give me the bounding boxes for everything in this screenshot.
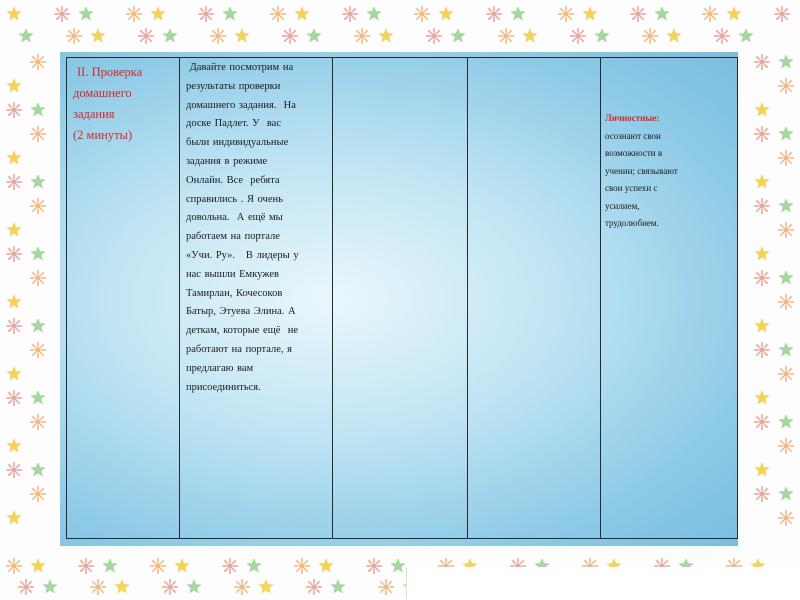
moon-icon bbox=[40, 28, 48, 44]
star-icon bbox=[30, 462, 45, 477]
sun-icon bbox=[198, 6, 214, 22]
star-icon bbox=[438, 6, 453, 21]
star-icon bbox=[666, 28, 681, 43]
star-icon bbox=[522, 28, 537, 43]
teacher-activity-cell bbox=[180, 58, 333, 539]
sun-icon bbox=[486, 6, 502, 22]
speech-line: справились . Я очень bbox=[186, 193, 283, 205]
sun-icon bbox=[30, 414, 46, 430]
sun-icon bbox=[150, 558, 166, 574]
personal-line: усилием, bbox=[605, 200, 640, 211]
sun-icon bbox=[270, 6, 286, 22]
moon-icon bbox=[4, 270, 12, 286]
sun-icon bbox=[210, 28, 226, 44]
moon-icon bbox=[28, 438, 36, 454]
star-icon bbox=[6, 366, 21, 381]
star-icon bbox=[754, 462, 769, 477]
moon-icon bbox=[400, 28, 408, 44]
star-icon bbox=[90, 28, 105, 43]
personal-results-title: Личностные: bbox=[605, 113, 660, 123]
speech-line: Онлайн. Все ребята bbox=[186, 174, 280, 186]
moon-icon bbox=[752, 510, 760, 526]
moon-icon bbox=[752, 294, 760, 310]
moon-icon bbox=[688, 28, 696, 44]
moon-icon bbox=[4, 126, 12, 142]
sun-icon bbox=[30, 342, 46, 358]
speech-line: Батыр, Этуева Элина. А bbox=[186, 306, 296, 318]
star-icon bbox=[778, 270, 793, 285]
star-icon bbox=[778, 486, 793, 501]
lesson-table bbox=[66, 57, 738, 539]
moon-icon bbox=[124, 558, 132, 574]
star-icon bbox=[654, 6, 669, 21]
moon-icon bbox=[196, 558, 204, 574]
speech-line: работаем на портале bbox=[186, 231, 280, 243]
speech-line: «Учи. Ру». В лидеры у bbox=[186, 249, 299, 261]
moon-icon bbox=[4, 414, 12, 430]
star-icon bbox=[6, 150, 21, 165]
moon-icon bbox=[28, 294, 36, 310]
sun-icon bbox=[282, 28, 298, 44]
moon-icon bbox=[100, 6, 108, 22]
star-icon bbox=[258, 579, 273, 594]
star-icon bbox=[30, 558, 45, 573]
sun-icon bbox=[778, 150, 794, 166]
moon-icon bbox=[460, 6, 468, 22]
empty-cell bbox=[468, 58, 601, 539]
empty-cell bbox=[333, 58, 468, 539]
sun-icon bbox=[234, 579, 250, 595]
moon-icon bbox=[28, 222, 36, 238]
sun-icon bbox=[30, 126, 46, 142]
sun-icon bbox=[162, 579, 178, 595]
moon-icon bbox=[760, 28, 768, 44]
sun-icon bbox=[6, 174, 22, 190]
sun-icon bbox=[642, 28, 658, 44]
sun-icon bbox=[558, 6, 574, 22]
star-icon bbox=[222, 6, 237, 21]
moon-icon bbox=[616, 28, 624, 44]
star-icon bbox=[778, 414, 793, 429]
sun-icon bbox=[222, 558, 238, 574]
star-icon bbox=[582, 6, 597, 21]
sun-icon bbox=[306, 579, 322, 595]
sun-icon bbox=[6, 390, 22, 406]
sun-icon bbox=[354, 28, 370, 44]
speech-line: результаты проверки bbox=[186, 80, 281, 92]
star-icon bbox=[150, 6, 165, 21]
moon-icon bbox=[604, 6, 612, 22]
moon-icon bbox=[752, 438, 760, 454]
moon-icon bbox=[544, 28, 552, 44]
sun-icon bbox=[778, 78, 794, 94]
sun-icon bbox=[366, 558, 382, 574]
speech-line: довольна. А ещё мы bbox=[186, 212, 283, 224]
moon-icon bbox=[472, 28, 480, 44]
sun-icon bbox=[426, 28, 442, 44]
slide-corner bbox=[406, 567, 800, 600]
moon-icon bbox=[532, 6, 540, 22]
sun-icon bbox=[754, 54, 770, 70]
moon-icon bbox=[316, 6, 324, 22]
personal-line: возможности в bbox=[605, 148, 663, 158]
sun-icon bbox=[342, 6, 358, 22]
moon-icon bbox=[112, 28, 120, 44]
sun-icon bbox=[570, 28, 586, 44]
moon-icon bbox=[64, 579, 72, 595]
sun-icon bbox=[714, 28, 730, 44]
star-icon bbox=[6, 6, 21, 21]
moon-icon bbox=[388, 6, 396, 22]
star-icon bbox=[510, 6, 525, 21]
star-icon bbox=[162, 28, 177, 43]
star-icon bbox=[30, 246, 45, 261]
moon-icon bbox=[340, 558, 348, 574]
stage-cell bbox=[67, 58, 180, 539]
sun-icon bbox=[378, 579, 394, 595]
moon-icon bbox=[776, 246, 784, 262]
moon-icon bbox=[776, 462, 784, 478]
star-icon bbox=[330, 579, 345, 594]
star-icon bbox=[778, 342, 793, 357]
star-icon bbox=[318, 558, 333, 573]
sun-icon bbox=[66, 28, 82, 44]
sun-icon bbox=[90, 579, 106, 595]
moon-icon bbox=[28, 150, 36, 166]
star-icon bbox=[6, 222, 21, 237]
moon-icon bbox=[752, 78, 760, 94]
star-icon bbox=[450, 28, 465, 43]
moon-icon bbox=[280, 579, 288, 595]
speech-line: были индивидуальные bbox=[186, 137, 289, 149]
moon-icon bbox=[136, 579, 144, 595]
star-icon bbox=[102, 558, 117, 573]
moon-icon bbox=[748, 6, 756, 22]
star-icon bbox=[738, 28, 753, 43]
star-icon bbox=[30, 174, 45, 189]
moon-icon bbox=[752, 222, 760, 238]
sun-icon bbox=[6, 558, 22, 574]
star-icon bbox=[6, 438, 21, 453]
moon-icon bbox=[28, 510, 36, 526]
personal-line: осознают свои bbox=[605, 130, 661, 141]
star-icon bbox=[594, 28, 609, 43]
personal-results-text bbox=[605, 128, 733, 233]
moon-icon bbox=[256, 28, 264, 44]
star-icon bbox=[754, 102, 769, 117]
moon-icon bbox=[4, 54, 12, 70]
star-icon bbox=[78, 6, 93, 21]
sun-icon bbox=[754, 198, 770, 214]
teacher-speech bbox=[180, 58, 332, 397]
star-icon bbox=[754, 246, 769, 261]
speech-line: работают на портале, я bbox=[186, 343, 292, 355]
moon-icon bbox=[184, 28, 192, 44]
moon-icon bbox=[4, 486, 12, 502]
star-icon bbox=[294, 6, 309, 21]
speech-line: нас вышли Емкужев bbox=[186, 268, 280, 280]
sun-icon bbox=[6, 102, 22, 118]
star-icon bbox=[114, 579, 129, 594]
speech-line: Тамирлан, Кочесоков bbox=[186, 287, 283, 299]
sun-icon bbox=[18, 579, 34, 595]
moon-icon bbox=[776, 390, 784, 406]
sun-icon bbox=[754, 414, 770, 430]
results-cell bbox=[601, 58, 738, 539]
star-icon bbox=[18, 28, 33, 43]
sun-icon bbox=[78, 558, 94, 574]
sun-icon bbox=[6, 246, 22, 262]
sun-icon bbox=[754, 486, 770, 502]
star-icon bbox=[778, 126, 793, 141]
stage-line: домашнего bbox=[73, 86, 132, 100]
sun-icon bbox=[126, 6, 142, 22]
star-icon bbox=[778, 54, 793, 69]
star-icon bbox=[726, 6, 741, 21]
sun-icon bbox=[778, 222, 794, 238]
sun-icon bbox=[30, 54, 46, 70]
star-icon bbox=[6, 294, 21, 309]
moon-icon bbox=[208, 579, 216, 595]
sun-icon bbox=[778, 510, 794, 526]
star-icon bbox=[186, 579, 201, 594]
speech-line: задания в режиме bbox=[186, 155, 268, 167]
moon-icon bbox=[28, 6, 36, 22]
moon-icon bbox=[28, 78, 36, 94]
speech-line: Давайте посмотрим на bbox=[186, 62, 294, 73]
sun-icon bbox=[498, 28, 514, 44]
sun-icon bbox=[754, 342, 770, 358]
sun-icon bbox=[294, 558, 310, 574]
moon-icon bbox=[244, 6, 252, 22]
sun-icon bbox=[778, 438, 794, 454]
star-icon bbox=[246, 558, 261, 573]
sun-icon bbox=[30, 198, 46, 214]
stage-duration: (2 минуты) bbox=[73, 128, 133, 142]
moon-icon bbox=[268, 558, 276, 574]
personal-line: свои успехи с bbox=[605, 183, 658, 193]
sun-icon bbox=[30, 486, 46, 502]
moon-icon bbox=[328, 28, 336, 44]
star-icon bbox=[174, 558, 189, 573]
sun-icon bbox=[778, 294, 794, 310]
moon-icon bbox=[776, 174, 784, 190]
moon-icon bbox=[752, 150, 760, 166]
star-icon bbox=[30, 390, 45, 405]
moon-icon bbox=[776, 102, 784, 118]
personal-line: трудолюбием. bbox=[605, 218, 659, 228]
moon-icon bbox=[352, 579, 360, 595]
star-icon bbox=[778, 198, 793, 213]
star-icon bbox=[42, 579, 57, 594]
stage-line: задания bbox=[73, 107, 115, 121]
sun-icon bbox=[6, 462, 22, 478]
star-icon bbox=[30, 102, 45, 117]
sun-icon bbox=[778, 366, 794, 382]
sun-icon bbox=[774, 6, 790, 22]
star-icon bbox=[306, 28, 321, 43]
star-icon bbox=[6, 510, 21, 525]
stage-title: II. Проверка bbox=[77, 65, 143, 79]
star-icon bbox=[754, 318, 769, 333]
moon-icon bbox=[172, 6, 180, 22]
moon-icon bbox=[4, 342, 12, 358]
speech-line: домашнего задания. На bbox=[186, 99, 296, 111]
star-icon bbox=[754, 174, 769, 189]
moon-icon bbox=[28, 366, 36, 382]
personal-line: учении; связывают bbox=[605, 165, 678, 176]
star-icon bbox=[366, 6, 381, 21]
star-icon bbox=[30, 318, 45, 333]
star-icon bbox=[234, 28, 249, 43]
star-icon bbox=[754, 390, 769, 405]
speech-line: доске Падлет. У вас bbox=[186, 118, 281, 130]
sun-icon bbox=[414, 6, 430, 22]
moon-icon bbox=[776, 318, 784, 334]
speech-line: деткам, которые ещё не bbox=[186, 325, 298, 337]
moon-icon bbox=[752, 366, 760, 382]
sun-icon bbox=[630, 6, 646, 22]
star-icon bbox=[390, 558, 405, 573]
sun-icon bbox=[702, 6, 718, 22]
table-row bbox=[67, 58, 738, 539]
speech-line: присоединиться. bbox=[186, 381, 261, 393]
sun-icon bbox=[30, 270, 46, 286]
sun-icon bbox=[754, 270, 770, 286]
star-icon bbox=[378, 28, 393, 43]
moon-icon bbox=[676, 6, 684, 22]
moon-icon bbox=[4, 198, 12, 214]
sun-icon bbox=[6, 318, 22, 334]
sun-icon bbox=[54, 6, 70, 22]
star-icon bbox=[6, 78, 21, 93]
speech-line: предлагаю вам bbox=[186, 362, 254, 374]
sun-icon bbox=[754, 126, 770, 142]
moon-icon bbox=[52, 558, 60, 574]
sun-icon bbox=[138, 28, 154, 44]
